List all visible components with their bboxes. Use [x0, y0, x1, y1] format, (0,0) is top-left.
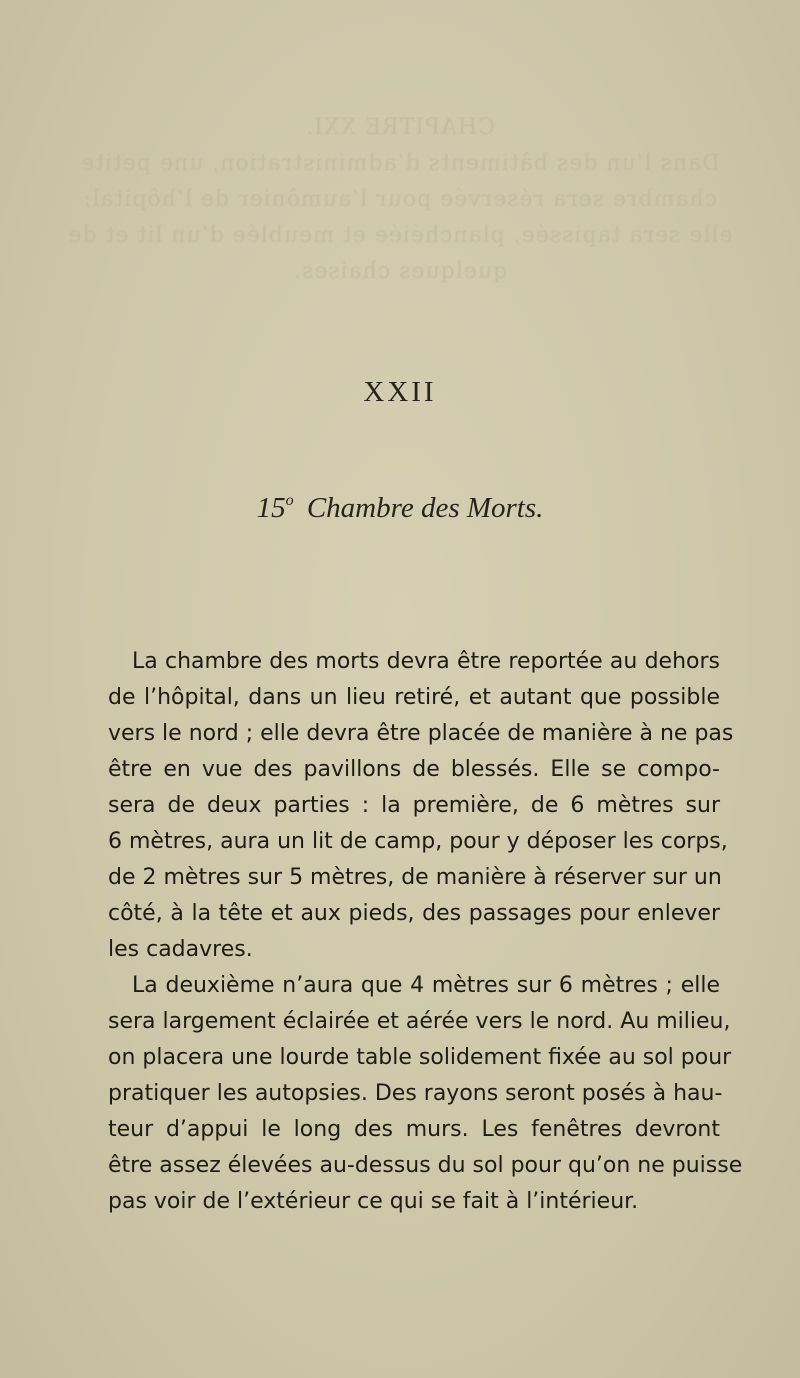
paragraph-line: côté, à la tête et aux pieds, des passages pour enlever: [108, 901, 720, 926]
paragraph-line: sera de deux parties : la première, de 6 mètres sur: [108, 793, 720, 818]
paragraph-line: pas voir de l’extérieur ce qui se fait à l’intérieur.: [108, 1189, 639, 1214]
paragraph-line: La deuxième n’aura que 4 mètres sur 6 mètres ; elle: [132, 973, 720, 998]
paragraph-line: vers le nord ; elle devra être placée de manière à ne pas: [108, 721, 734, 746]
paragraph-line: être assez élevées au-dessus du sol pour qu’on ne puisse: [108, 1153, 743, 1178]
paragraph-line: être en vue des pavillons de blessés. Elle se compo-: [108, 757, 720, 782]
section-number: 15: [256, 492, 286, 524]
chapter-number: XXII: [363, 376, 437, 408]
paragraph-line: 6 mètres, aura un lit de camp, pour y déposer les corps,: [108, 829, 728, 854]
bleed-line: Dans l’un des bâtiments d’administration, une petite: [80, 151, 720, 176]
paragraph-line: les cadavres.: [108, 937, 253, 962]
body-text: [108, 644, 743, 1220]
paragraph-line: teur d’appui le long des murs. Les fenêtres devront: [108, 1117, 720, 1142]
paragraph-line: de 2 mètres sur 5 mètres, de manière à réserver sur un: [108, 865, 722, 890]
bleed-line: quelques chaises.: [292, 259, 508, 284]
bleed-line: chambre sera réservée pour l’aumônier de l’hôpital;: [82, 187, 718, 212]
paragraph-line: sera largement éclairée et aérée vers le nord. Au milieu,: [108, 1009, 731, 1034]
bleed-line: CHAPITRE XXI.: [305, 115, 495, 140]
section-number-sup: o: [285, 492, 294, 509]
paragraph-line: pratiquer les autopsies. Des rayons seront posés à hau-: [108, 1081, 723, 1106]
section-heading: [0, 492, 800, 525]
bleed-line: elle sera tapissée, planchéiée et meublée d’un lit et de: [67, 223, 733, 248]
paragraph-line: on placera une lourde table solidement fixée au sol pour: [108, 1045, 732, 1070]
paragraph-line: de l’hôpital, dans un lieu retiré, et autant que possible: [108, 685, 720, 710]
section-title: Chambre des Morts.: [306, 492, 544, 524]
bleed-through-text: [0, 110, 800, 290]
paragraph-line: La chambre des morts devra être reportée au dehors: [132, 649, 720, 674]
